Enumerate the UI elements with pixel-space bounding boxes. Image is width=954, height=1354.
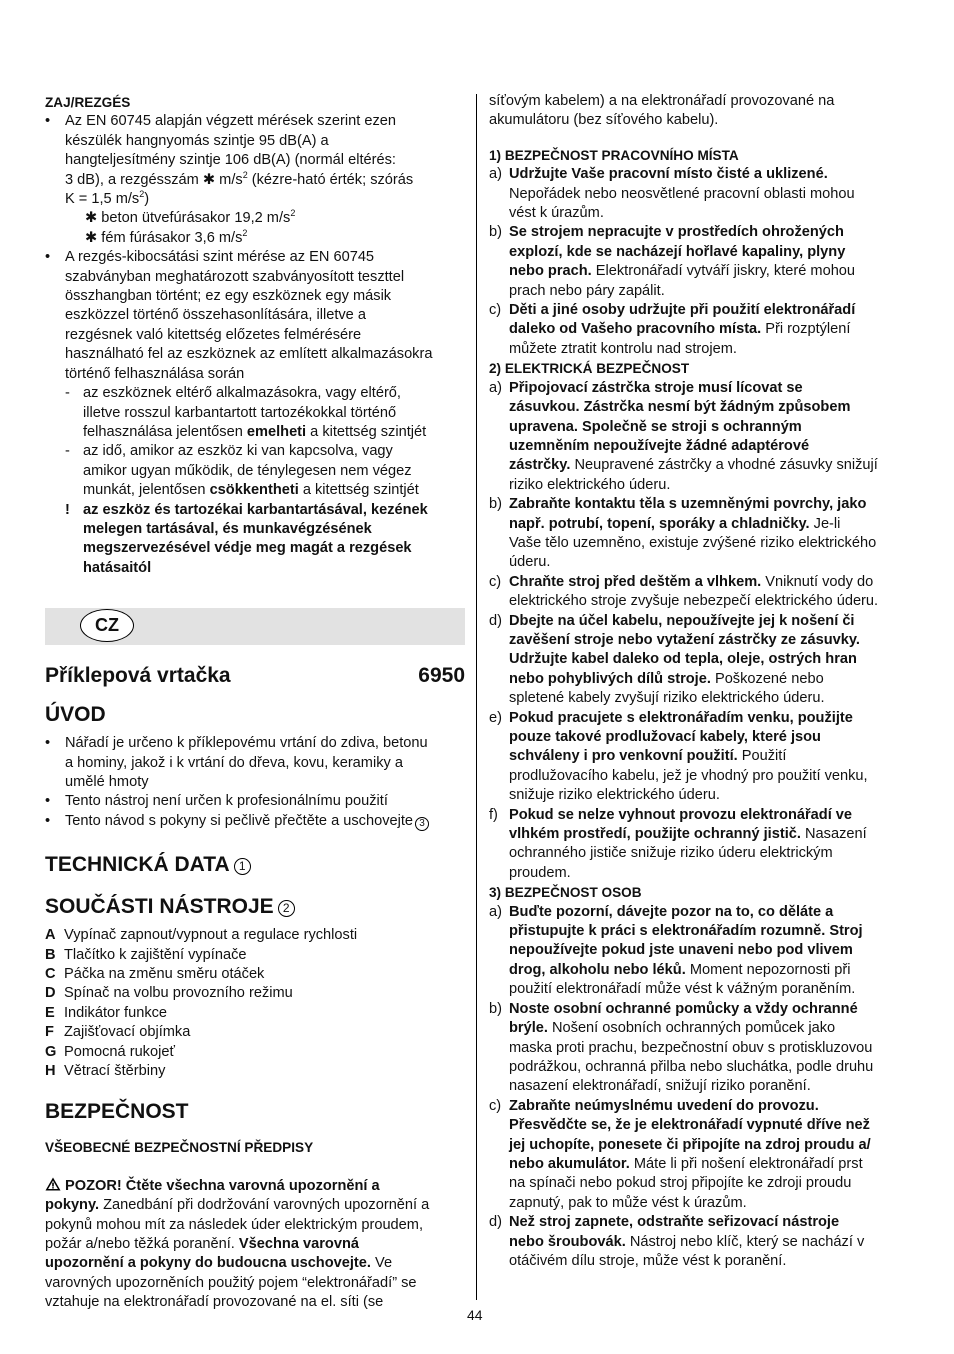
- part-item: [45, 1043, 465, 1062]
- item-key: a): [489, 903, 502, 920]
- exclamation-marker: !: [65, 501, 70, 518]
- rule-item: [489, 223, 909, 301]
- text-run: Nasazení: [800, 826, 867, 843]
- text-line: [509, 650, 909, 669]
- safety-paragraph: [45, 1177, 465, 1313]
- text-run: jej uchopíte, ponesete či připojíte na zdroj proudu a/: [509, 1136, 871, 1153]
- text-line: akumulátoru (bez síťového kabelu).: [489, 112, 719, 129]
- star-symbol: ✱: [202, 171, 216, 188]
- text-run: zástrčky.: [509, 457, 571, 474]
- text-run: zásuvkou. Zástrčka nesmí být žádným způsobem: [509, 399, 851, 416]
- rule-item: [489, 573, 909, 612]
- text-run: pouze takové prodlužovací kabely, které jsou: [509, 729, 821, 745]
- text-run: POZOR! Čtěte všechna varovná upozornění a: [65, 1177, 380, 1194]
- figure-ref-2: 2: [278, 900, 295, 917]
- text-run: Při rozptýlení: [761, 321, 851, 338]
- text-line: illetve rosszul karbantartott tartozékokkal történő: [83, 404, 397, 421]
- part-key: E: [45, 1004, 55, 1021]
- text-line: [65, 171, 465, 190]
- text-run: K = 1,5 m/s: [65, 191, 140, 208]
- text-line: hangteljesítmény szintje 106 dB(A) (normál eltérés:: [65, 152, 396, 169]
- text-line: můžete ztratit kontrolu nad strojem.: [509, 340, 737, 357]
- text-line: eszközzel történő összehasonlítására, illetve a: [65, 307, 366, 324]
- text-line: ochranného jističe snižuje riziko úderu elektrickým: [509, 845, 833, 862]
- text-run: Chraňte stroj před deštěm a vlhkem.: [509, 573, 762, 590]
- left-column: [45, 92, 465, 1313]
- intro-heading: ÚVOD: [45, 703, 106, 727]
- rule-item: [489, 612, 909, 709]
- text-run: m/s: [215, 171, 243, 188]
- part-text: Spínač na volbu provozního režimu: [64, 985, 293, 1002]
- text-run: Máte li při nošení elektronářadí prst: [629, 1155, 863, 1172]
- rule-item: [489, 1000, 909, 1097]
- text-line: használható fel az eszköznek az említett alkalmazásokra: [65, 346, 433, 363]
- parts-heading: [45, 894, 465, 920]
- text-line: [509, 806, 909, 825]
- part-key: H: [45, 1063, 56, 1080]
- text-run: nebo šroubovák.: [509, 1233, 626, 1250]
- warning-icon: [45, 1177, 61, 1191]
- text-line: [509, 301, 909, 320]
- text-line: [509, 398, 909, 417]
- part-item: [45, 1023, 465, 1042]
- intro-bullet: • Tento nástroj není určen k profesionálnímu použití: [45, 792, 465, 811]
- rule-item: [489, 806, 909, 884]
- item-key: b): [489, 1000, 502, 1017]
- text-run: Zanedbání při dodržování varovných upozornění a: [99, 1197, 430, 1214]
- star-symbol: ✱: [85, 210, 98, 227]
- text-run: Buďte pozorní, dávejte pozor na to, co děláte a: [509, 903, 834, 920]
- text-line: [509, 243, 909, 262]
- text-run: např. potrubí, topení, sporáky a chladničky.: [509, 515, 810, 532]
- text-line: [509, 1136, 909, 1155]
- text-run: nebo akumulátor.: [509, 1155, 630, 1172]
- text-line: szabványban meghatározott szabványosított teszttel: [65, 268, 405, 285]
- text-run: Udržujte Vaše pracovní místo čisté a uklizené.: [509, 166, 828, 183]
- part-text: Páčka na změnu směru otáček: [64, 966, 265, 982]
- text-line: [509, 1019, 909, 1038]
- text-line: spletené kabely zvyšují riziko elektrického úderu.: [509, 690, 825, 707]
- general-safety-heading: VŠEOBECNÉ BEZPEČNOSTNÍ PŘEDPISY: [45, 1140, 314, 1156]
- item-key: e): [489, 709, 502, 726]
- sub-item-increase: [45, 384, 465, 442]
- noise-vibration-heading: ZAJ/REZGÉS: [45, 95, 131, 110]
- text-line: [509, 515, 909, 534]
- tech-data-heading: [45, 852, 465, 878]
- text-line: podrážkou, ochranná přilba nebo sluchátka, podle druhu: [509, 1058, 874, 1075]
- intro-bullet: [45, 734, 465, 792]
- part-key: A: [45, 927, 56, 944]
- text-run: Přesvědčte se, že je elektronářadí vypnuté dříve než: [509, 1117, 870, 1134]
- emission-bullet: [45, 248, 465, 384]
- text-run: Se strojem nepracujte v prostředích ohrožených: [509, 224, 844, 241]
- text-run: drog, alkoholu nebo léků.: [509, 961, 686, 978]
- text-run: Zabraňte kontaktu těla s uzemněnými povrchy, jako: [509, 496, 867, 513]
- text-run: požár a/nebo těžká poranění.: [45, 1236, 239, 1253]
- text-line: [509, 922, 909, 941]
- text-line: összhangban történt; ez egy eszköznek egy másik: [65, 288, 392, 305]
- text-line: [509, 573, 909, 592]
- part-item: [45, 984, 465, 1003]
- text-run: Elektronářadí vytváří jiskry, které mohou: [591, 263, 856, 280]
- text-run: přistupujte k práci s elektronářadím rozumně. Stroj: [509, 923, 863, 940]
- text-line: [45, 1254, 465, 1273]
- text-run: Neupravené zástrčky a vhodné zásuvky snižují: [570, 457, 878, 474]
- text-line: [509, 262, 909, 281]
- work-area-safety-heading: 1) BEZPEČNOST PRACOVNÍHO MÍSTA: [489, 147, 739, 163]
- text-run: Ve: [370, 1255, 393, 1272]
- text-line: [509, 495, 909, 514]
- text-line: [509, 1116, 909, 1135]
- text-line: Nepořádek nebo neosvětlené pracovní oblasti mohou: [509, 185, 855, 202]
- text-line: [509, 437, 909, 456]
- text-run: Udržujte kabel daleko od tepla, oleje, ostrých hran: [509, 651, 857, 668]
- heading-text: TECHNICKÁ DATA: [45, 853, 230, 877]
- text-run: fém fúrásakor 3,6 m/s: [97, 229, 243, 246]
- figure-ref-1: 1: [234, 858, 251, 875]
- text-run: nebo prach.: [509, 263, 592, 280]
- text-line: [509, 941, 909, 960]
- text-run: Použití: [737, 748, 787, 765]
- text-run: a kitettség szintjét: [298, 482, 419, 499]
- rule-item: [489, 1097, 909, 1213]
- text-line: [509, 1213, 909, 1232]
- item-key: d): [489, 1214, 502, 1231]
- text-line: otáčivém dílu stroje, může vést k poranění.: [509, 1252, 787, 1269]
- rule-item: [489, 495, 909, 573]
- text-line: hatásaitól: [83, 559, 152, 576]
- text-run: felhasználása jelentősen: [83, 423, 247, 440]
- text-run: pokyny.: [45, 1197, 100, 1214]
- part-item: [45, 946, 465, 965]
- page-number: 44: [467, 1307, 483, 1323]
- text-run: Nošení osobních ochranných pomůcek jako: [547, 1020, 836, 1037]
- intro-bullet: [45, 812, 465, 831]
- text-line: [509, 165, 909, 184]
- text-line: [509, 1155, 909, 1174]
- electrical-safety-heading: 2) ELEKTRICKÁ BEZPEČNOST: [489, 361, 690, 377]
- dash-marker: -: [65, 443, 70, 460]
- text-line: [509, 709, 909, 728]
- text-run: Připojovací zástrčka stroje musí lícovat se: [509, 379, 803, 396]
- text-line: [83, 481, 465, 500]
- rule-item: [489, 709, 909, 806]
- safety-heading: BEZPEČNOST: [45, 1100, 189, 1124]
- item-key: f): [489, 806, 498, 823]
- part-key: F: [45, 1024, 54, 1041]
- text-line: [509, 747, 909, 766]
- item-key: a): [489, 379, 502, 396]
- item-key: b): [489, 224, 502, 241]
- text-line: [509, 825, 909, 844]
- text-line: síťovým kabelem) a na elektronářadí provozované na: [489, 93, 835, 109]
- text-line: vést k úrazům.: [509, 205, 604, 222]
- item-key: a): [489, 166, 502, 183]
- part-text: Indikátor funkce: [64, 1004, 168, 1021]
- text-line: megszervezésével védje meg magát a rezgések: [83, 540, 412, 557]
- text-line: Vaše tělo uzemněno, existuje zvýšené riziko elektrického: [509, 534, 877, 551]
- text-line: rezgésnek való kitettség előzetes felmérésére: [65, 326, 362, 343]
- text-line: proudem.: [509, 864, 571, 881]
- text-line: použití elektronářadí může vést k vážným poraněním.: [509, 981, 856, 998]
- text-line: [509, 320, 909, 339]
- text-line: [509, 379, 909, 398]
- text-run: daleko od Vašeho pracovního místa.: [509, 321, 762, 338]
- text-run: Děti a jiné osoby udržujte při použití elektronářadí: [509, 302, 856, 319]
- part-text: Zajišťovací objímka: [64, 1024, 191, 1041]
- superscript: 2: [242, 169, 248, 180]
- text-line: • A rezgés-kibocsátási szint mérése az EN 60745: [65, 249, 375, 266]
- part-text: Pomocná rukojeť: [64, 1043, 175, 1060]
- product-title: Příklepová vrtačka: [45, 664, 231, 688]
- text-run: Tento návod s pokyny si pečlivě přečtěte a uschovejte: [65, 812, 414, 829]
- text-run: Nástroj nebo klíč, který se nachází v: [625, 1233, 865, 1250]
- text-line: melegen tartásával, és munkavégzésének: [83, 520, 372, 537]
- superscript: 2: [290, 208, 296, 219]
- language-bar: [45, 608, 465, 645]
- text-line: [509, 612, 909, 631]
- text-line: vztahuje na elektronářadí provozované na el. síti (se: [45, 1294, 384, 1311]
- text-line: [509, 670, 909, 689]
- text-line: [509, 1233, 909, 1252]
- text-run: emelheti: [246, 423, 307, 440]
- text-line: [509, 456, 909, 475]
- part-key: B: [45, 946, 56, 963]
- text-line: [65, 190, 465, 209]
- text-run: Vniknutí vody do: [761, 573, 874, 590]
- vibration-metal: [65, 229, 465, 248]
- text-line: elektrického stroje zvyšuje nebezpečí elektrického úderu.: [509, 593, 879, 610]
- text-line: • Nářadí je určeno k příklepovému vrtání do zdiva, betonu: [65, 735, 428, 752]
- text-line: [509, 728, 909, 747]
- text-run: 3 dB), a rezgésszám: [65, 171, 203, 188]
- text-run: Než stroj zapnete, odstraňte seřizovací nástroje: [509, 1214, 840, 1231]
- text-run: Noste osobní ochranné pomůcky a vždy ochranné: [509, 1000, 858, 1017]
- text-line: varovných upozorněních použitý pojem “elektronářadí” se: [45, 1274, 417, 1291]
- text-run: csökkentheti: [209, 482, 299, 499]
- vibration-concrete: [65, 209, 465, 228]
- text-run: explozí, kde se nacházejí hořlavé kapaliny, plyny: [509, 243, 846, 260]
- part-item: [45, 965, 465, 984]
- part-item: [45, 1062, 465, 1081]
- text-line: úderu.: [509, 554, 551, 571]
- text-line: pokynů mohou mít za následek úder elektrickým proudem,: [45, 1216, 423, 1233]
- star-symbol: ✱: [85, 229, 98, 246]
- text-line: [509, 1097, 909, 1116]
- text-run: nepoužívejte pokud jste unaveni nebo pod vlivem: [509, 942, 853, 959]
- item-key: c): [489, 573, 502, 590]
- text-run: a kitettség szintjét: [306, 423, 427, 440]
- text-line: [45, 1177, 465, 1196]
- part-key: C: [45, 966, 56, 982]
- column-divider: [476, 94, 477, 1300]
- language-badge: CZ: [80, 609, 134, 642]
- text-run: vlhkém prostředí, použijte ochranný jistič.: [509, 826, 801, 843]
- rule-item: [489, 165, 909, 223]
- text-run: schváleny i pro venkovní použití.: [509, 748, 738, 765]
- text-line: nasazení elektronářadí, snižují riziko poranění.: [509, 1078, 811, 1095]
- text-run: Pokud se nelze vyhnout provozu elektronářadí ve: [509, 806, 853, 823]
- figure-ref-3: 3: [415, 817, 429, 831]
- item-key: c): [489, 1097, 502, 1114]
- text-line: az eszköz és tartozékai karbantartásával, kezének: [83, 501, 428, 518]
- part-key: G: [45, 1043, 57, 1060]
- text-run: upravena. Společně se stroji s ochranným: [509, 418, 802, 435]
- text-line: az eszköznek eltérő alkalmazásokra, vagy eltérő,: [83, 385, 401, 402]
- text-line: [45, 1196, 465, 1215]
- text-run: nebo pohyblivých dílů stroje.: [509, 670, 711, 687]
- rule-item: [489, 379, 909, 495]
- text-line: zapnutý, pak to může vést k úrazům.: [509, 1194, 747, 1211]
- text-line: na spínači nebo pokud stroj připojíte ke zdroji proudu: [509, 1175, 852, 1192]
- text-run: Je-li: [809, 515, 841, 532]
- text-run: Zabraňte neúmyslnému uvedení do provozu.: [509, 1097, 819, 1114]
- text-line: maska proti prachu, bezpečnostní obuv s protiskluzovou: [509, 1039, 873, 1056]
- sub-item-decrease: [45, 442, 465, 500]
- item-key: d): [489, 612, 502, 629]
- text-line: amikor ugyan működik, de ténylegesen nem végez: [83, 462, 412, 479]
- superscript: 2: [242, 227, 248, 238]
- part-text: Vypínač zapnout/vypnout a regulace rychlosti: [64, 927, 358, 944]
- item-key: b): [489, 496, 502, 513]
- rule-item: [489, 301, 909, 359]
- text-run: ): [144, 191, 150, 208]
- sub-item-protect: [45, 501, 465, 579]
- text-line: umělé hmoty: [65, 773, 149, 790]
- heading-text: SOUČÁSTI NÁSTROJE: [45, 895, 274, 919]
- part-item: [45, 926, 465, 945]
- text-run: Moment nepozornosti při: [685, 961, 851, 978]
- superscript: 2: [139, 189, 145, 200]
- text-run: upozornění a pokyny do budoucna uschovejte.: [45, 1255, 371, 1272]
- rule-item: [489, 903, 909, 1000]
- text-line: riziko elektrického úderu.: [509, 476, 671, 493]
- right-column: [489, 92, 909, 1271]
- text-line: [509, 418, 909, 437]
- part-text: Tlačítko k zajištění vypínače: [64, 946, 247, 963]
- text-line: • Az EN 60745 alapján végzett mérések szerint ezen: [65, 113, 396, 130]
- product-title-row: [45, 663, 465, 689]
- text-run: brýle.: [509, 1020, 548, 1037]
- text-line: [45, 1235, 465, 1254]
- text-run: Poškozené nebo: [710, 670, 824, 687]
- personal-safety-heading: 3) BEZPEČNOST OSOB: [489, 885, 642, 901]
- text-run: uzemněním nepoužívejte žádné adaptérové: [509, 437, 810, 454]
- text-line: készülék hangnyomás szintje 95 dB(A) a: [65, 132, 329, 149]
- part-key: D: [45, 985, 56, 1002]
- text-line: [509, 631, 909, 650]
- text-line: az idő, amikor az eszköz ki van kapcsolva, vagy: [83, 443, 393, 460]
- noise-bullet: [45, 112, 465, 248]
- text-line: prach nebo páry zapálit.: [509, 282, 665, 299]
- dash-marker: -: [65, 385, 70, 402]
- text-line: a hominy, jakož i k vrtání do dřeva, kovu, keramiky a: [65, 754, 403, 771]
- text-line: snižuje riziko elektrického úderu.: [509, 787, 720, 804]
- text-line: történő felhasználása során: [65, 365, 245, 382]
- text-line: [509, 903, 909, 922]
- text-run: beton ütvefúrásakor 19,2 m/s: [97, 210, 291, 227]
- text-run: zavěšení stroje nebo vytažení zástrčky ze zásuvky.: [509, 631, 860, 648]
- text-line: [509, 223, 909, 242]
- text-run: Všechna varovná: [238, 1236, 359, 1253]
- item-key: c): [489, 302, 502, 319]
- model-number: 6950: [418, 664, 465, 688]
- text-line: [83, 423, 465, 442]
- rule-item: [489, 1213, 909, 1271]
- text-run: Pokud pracujete s elektronářadím venku, použijte: [509, 709, 853, 726]
- part-item: [45, 1004, 465, 1023]
- text-line: prodlužovacího kabelu, jež je vhodný pro použití venku,: [509, 767, 868, 784]
- text-run: (kézre-ható érték; szórás: [247, 171, 414, 188]
- text-line: [509, 1000, 909, 1019]
- text-run: munkát, jelentősen: [83, 482, 210, 499]
- part-text: Větrací štěrbiny: [64, 1063, 166, 1080]
- text-run: Dbejte na účel kabelu, nepoužívejte jej k nošení či: [509, 612, 855, 629]
- text-line: [509, 961, 909, 980]
